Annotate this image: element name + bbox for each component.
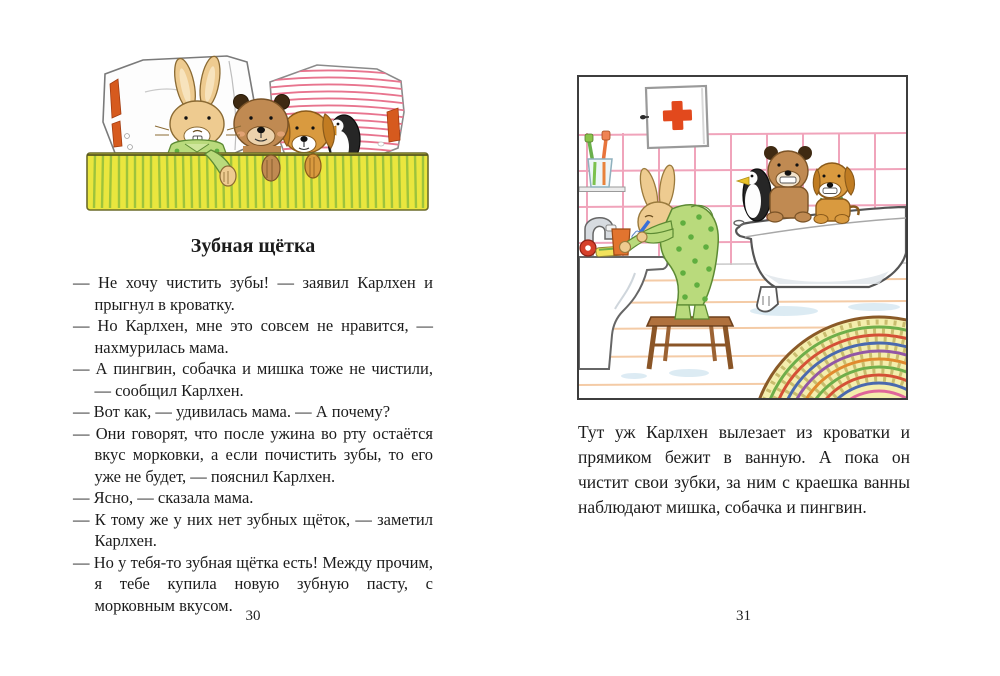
dialogue-line: — Они говорят, что после ужина во рту остаётся вкус морковки, а если почистить зубы, то его уже не будет, — пояснил Карлхен.	[73, 423, 433, 486]
narration-text: Тут уж Карлхен вылезает из кроватки и прямиком бежит в ванную. А пока он чистит свои зубки, за ним с краешка ванны наблюдают мишка, собачка и пингвин.	[578, 422, 910, 517]
dialogue-line: — К тому же у них нет зубных щёток, — заметил Карлхен.	[73, 509, 433, 550]
dialogue-line: — Не хочу чистить зубы! — заявил Карлхен и прыгнул в кроватку.	[73, 273, 433, 314]
dialogue-line: — А пингвин, собачка и мишка тоже не чистили, — сообщил Карлхен.	[73, 359, 433, 400]
page-number-left: 30	[245, 608, 261, 624]
dog-paw-drawing	[305, 154, 321, 178]
rug-drawing	[751, 317, 906, 398]
dialogue-line: — Вот как, — удивилась мама. — А почему?	[73, 402, 391, 421]
stool-drawing	[647, 317, 733, 369]
bathroom-scene-illustration	[579, 77, 906, 398]
page-number-right: 31	[736, 608, 751, 624]
blanket-drawing	[87, 153, 428, 210]
dialogue-line: — Но Карлхен, мне это совсем не нравится, — нахмурилась мама.	[73, 316, 433, 357]
bed-scene-illustration	[85, 52, 430, 214]
dialogue-text	[73, 272, 433, 616]
bathroom-illustration-frame	[577, 75, 908, 400]
story-title: Зубная щётка	[190, 235, 316, 257]
first-aid-cabinet	[639, 86, 708, 148]
dialogue-line: — Ясно, — сказала мама.	[73, 488, 254, 507]
bear-paw-drawing	[262, 155, 280, 181]
dialogue-line: — Но у тебя-то зубная щётка есть! Между прочим, я тебе купила новую зубную пасту, с морковным вкусом.	[73, 552, 433, 615]
